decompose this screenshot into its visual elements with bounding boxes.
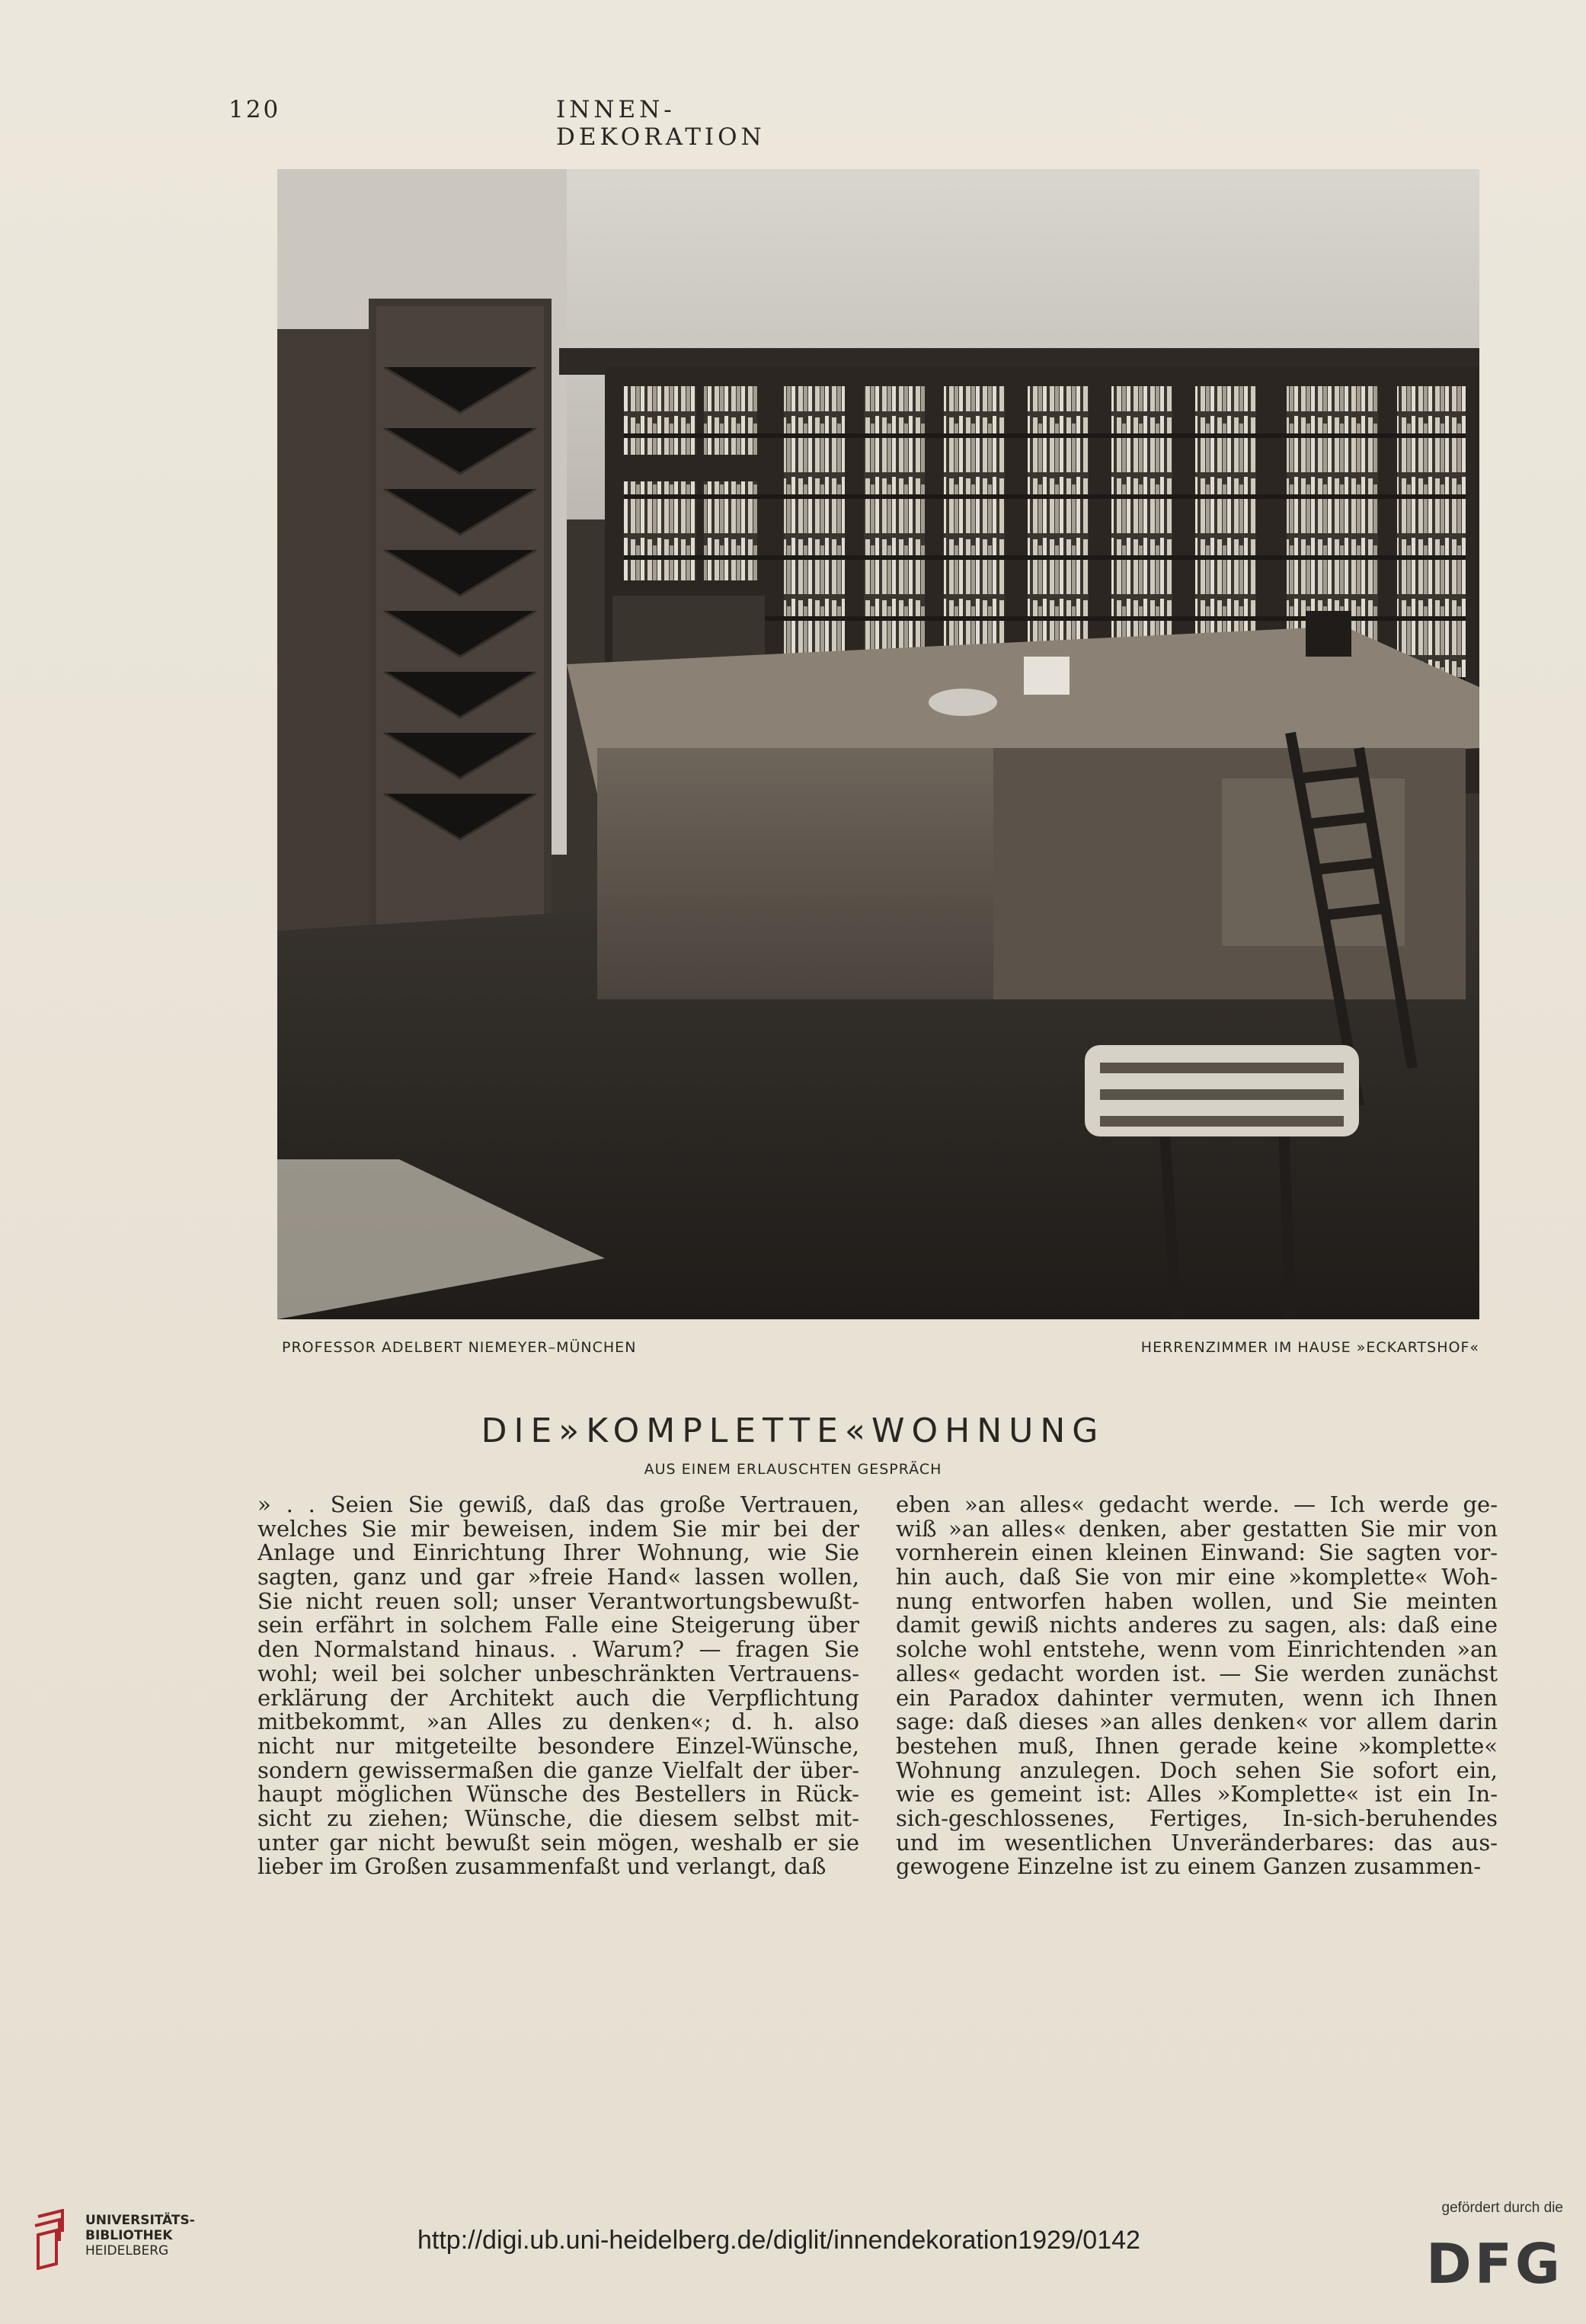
text-line: bestehen muß, Ihnen gerade keine »komplette« xyxy=(896,1734,1498,1759)
text-line: sich-geschlossenes, Fertiges, In-sich-beruhendes xyxy=(896,1806,1498,1831)
text-line: solche wohl entstehe, wenn vom Einrichtenden »an xyxy=(896,1638,1498,1662)
text-line: gewogene Einzelne ist zu einem Ganzen zusammen- xyxy=(896,1855,1482,1879)
text-line: sein erfährt in solchem Falle eine Steigerung über xyxy=(257,1613,859,1638)
text-line: eben »an alles« gedacht werde. — Ich werde ge- xyxy=(896,1493,1498,1517)
text-line: sagten, ganz und gar »freie Hand« lassen wollen, xyxy=(257,1565,859,1590)
text-line: welches Sie mir beweisen, indem Sie mir bei der xyxy=(257,1517,859,1542)
text-line: ein Paradox dahinter vermuten, wenn ich Ihnen xyxy=(896,1686,1498,1711)
text-line: den Normalstand hinaus. . Warum? — fragen Sie xyxy=(257,1638,859,1662)
text-line: » . . Seien Sie gewiß, daß das große Vertrauen, xyxy=(257,1493,859,1517)
text-line: wohl; weil bei solcher unbeschränkten Vertrauens- xyxy=(257,1661,859,1686)
text-line: sage: daß dieses »an alles denken« vor allem darin xyxy=(896,1710,1498,1734)
dfg-logo: DFG xyxy=(1425,2232,1563,2296)
text-line: haupt möglichen Wünsche des Bestellers in Rück- xyxy=(257,1782,859,1807)
page-number: 120 xyxy=(229,96,281,123)
text-line: mitbekommt, »an Alles zu denken«; d. h. also xyxy=(257,1710,859,1734)
source-url-link[interactable]: http://digi.ub.uni-heidelberg.de/diglit/innendekoration1929/0142 xyxy=(417,2226,1140,2255)
caption-architect: PROFESSOR ADELBERT NIEMEYER–MÜNCHEN xyxy=(282,1339,637,1356)
photo-illustration xyxy=(277,169,1479,1319)
text-line: wiß »an alles« denken, aber gestatten Sie mir von xyxy=(896,1517,1498,1542)
library-logo-icon xyxy=(32,2209,78,2270)
text-line: vornherein einen kleinen Einwand: Sie sagten vor- xyxy=(896,1541,1498,1566)
text-line: lieber im Großen zusammenfaßt und verlangt, daß xyxy=(257,1855,827,1879)
digitization-footer xyxy=(0,2194,1586,2324)
running-header xyxy=(229,96,1036,151)
text-line: nicht nur mitgeteilte besondere Einzel-Wünsche, xyxy=(257,1734,859,1759)
text-line: alles« gedacht worden ist. — Sie werden zunächst xyxy=(896,1661,1498,1686)
photo-caption xyxy=(276,1339,1479,1362)
text-column-left xyxy=(257,1493,859,1879)
text-line: und im wesentlichen Unveränderbares: das aus- xyxy=(896,1830,1498,1856)
text-line: damit gewiß nichts anderes zu sagen, als: daß eine xyxy=(896,1613,1498,1638)
caption-room: HERRENZIMMER IM HAUSE »ECKARTSHOF« xyxy=(1140,1339,1479,1356)
text-line: Wohnung anzulegen. Doch sehen Sie sofort ein, xyxy=(896,1758,1498,1783)
text-line: Anlage und Einrichtung Ihrer Wohnung, wie Sie xyxy=(257,1541,859,1566)
text-line: sicht zu ziehen; Wünsche, die diesem selbst mit- xyxy=(257,1806,859,1831)
text-line: nung entworfen haben wollen, und Sie meinten xyxy=(896,1589,1498,1614)
library-name: UNIVERSITÄTS- BIBLIOTHEK HEIDELBERG xyxy=(85,2213,195,2258)
text-line: sondern gewissermaßen die ganze Vielfalt der über- xyxy=(257,1758,859,1783)
article-subtitle: AUS EINEM ERLAUSCHTEN GESPRÄCH xyxy=(644,1461,942,1478)
text-line: unter gar nicht bewußt sein mögen, weshalb er sie xyxy=(257,1830,859,1856)
text-line: erklärung der Architekt auch die Verpflichtung xyxy=(257,1686,859,1711)
article-title: DIE»KOMPLETTE«WOHNUNG xyxy=(481,1411,1105,1450)
text-line: hin auch, daß Sie von mir eine »komplette« Woh- xyxy=(896,1565,1498,1590)
interior-photograph xyxy=(277,169,1479,1319)
text-line: wie es gemeint ist: Alles »Komplette« ist ein In- xyxy=(896,1782,1498,1807)
text-column-right xyxy=(896,1493,1498,1879)
text-line: Sie nicht reuen soll; unser Verantwortungsbewußt- xyxy=(257,1589,859,1614)
funding-note: gefördert durch die xyxy=(1441,2200,1563,2216)
journal-title: INNEN-DEKORATION xyxy=(556,96,766,151)
